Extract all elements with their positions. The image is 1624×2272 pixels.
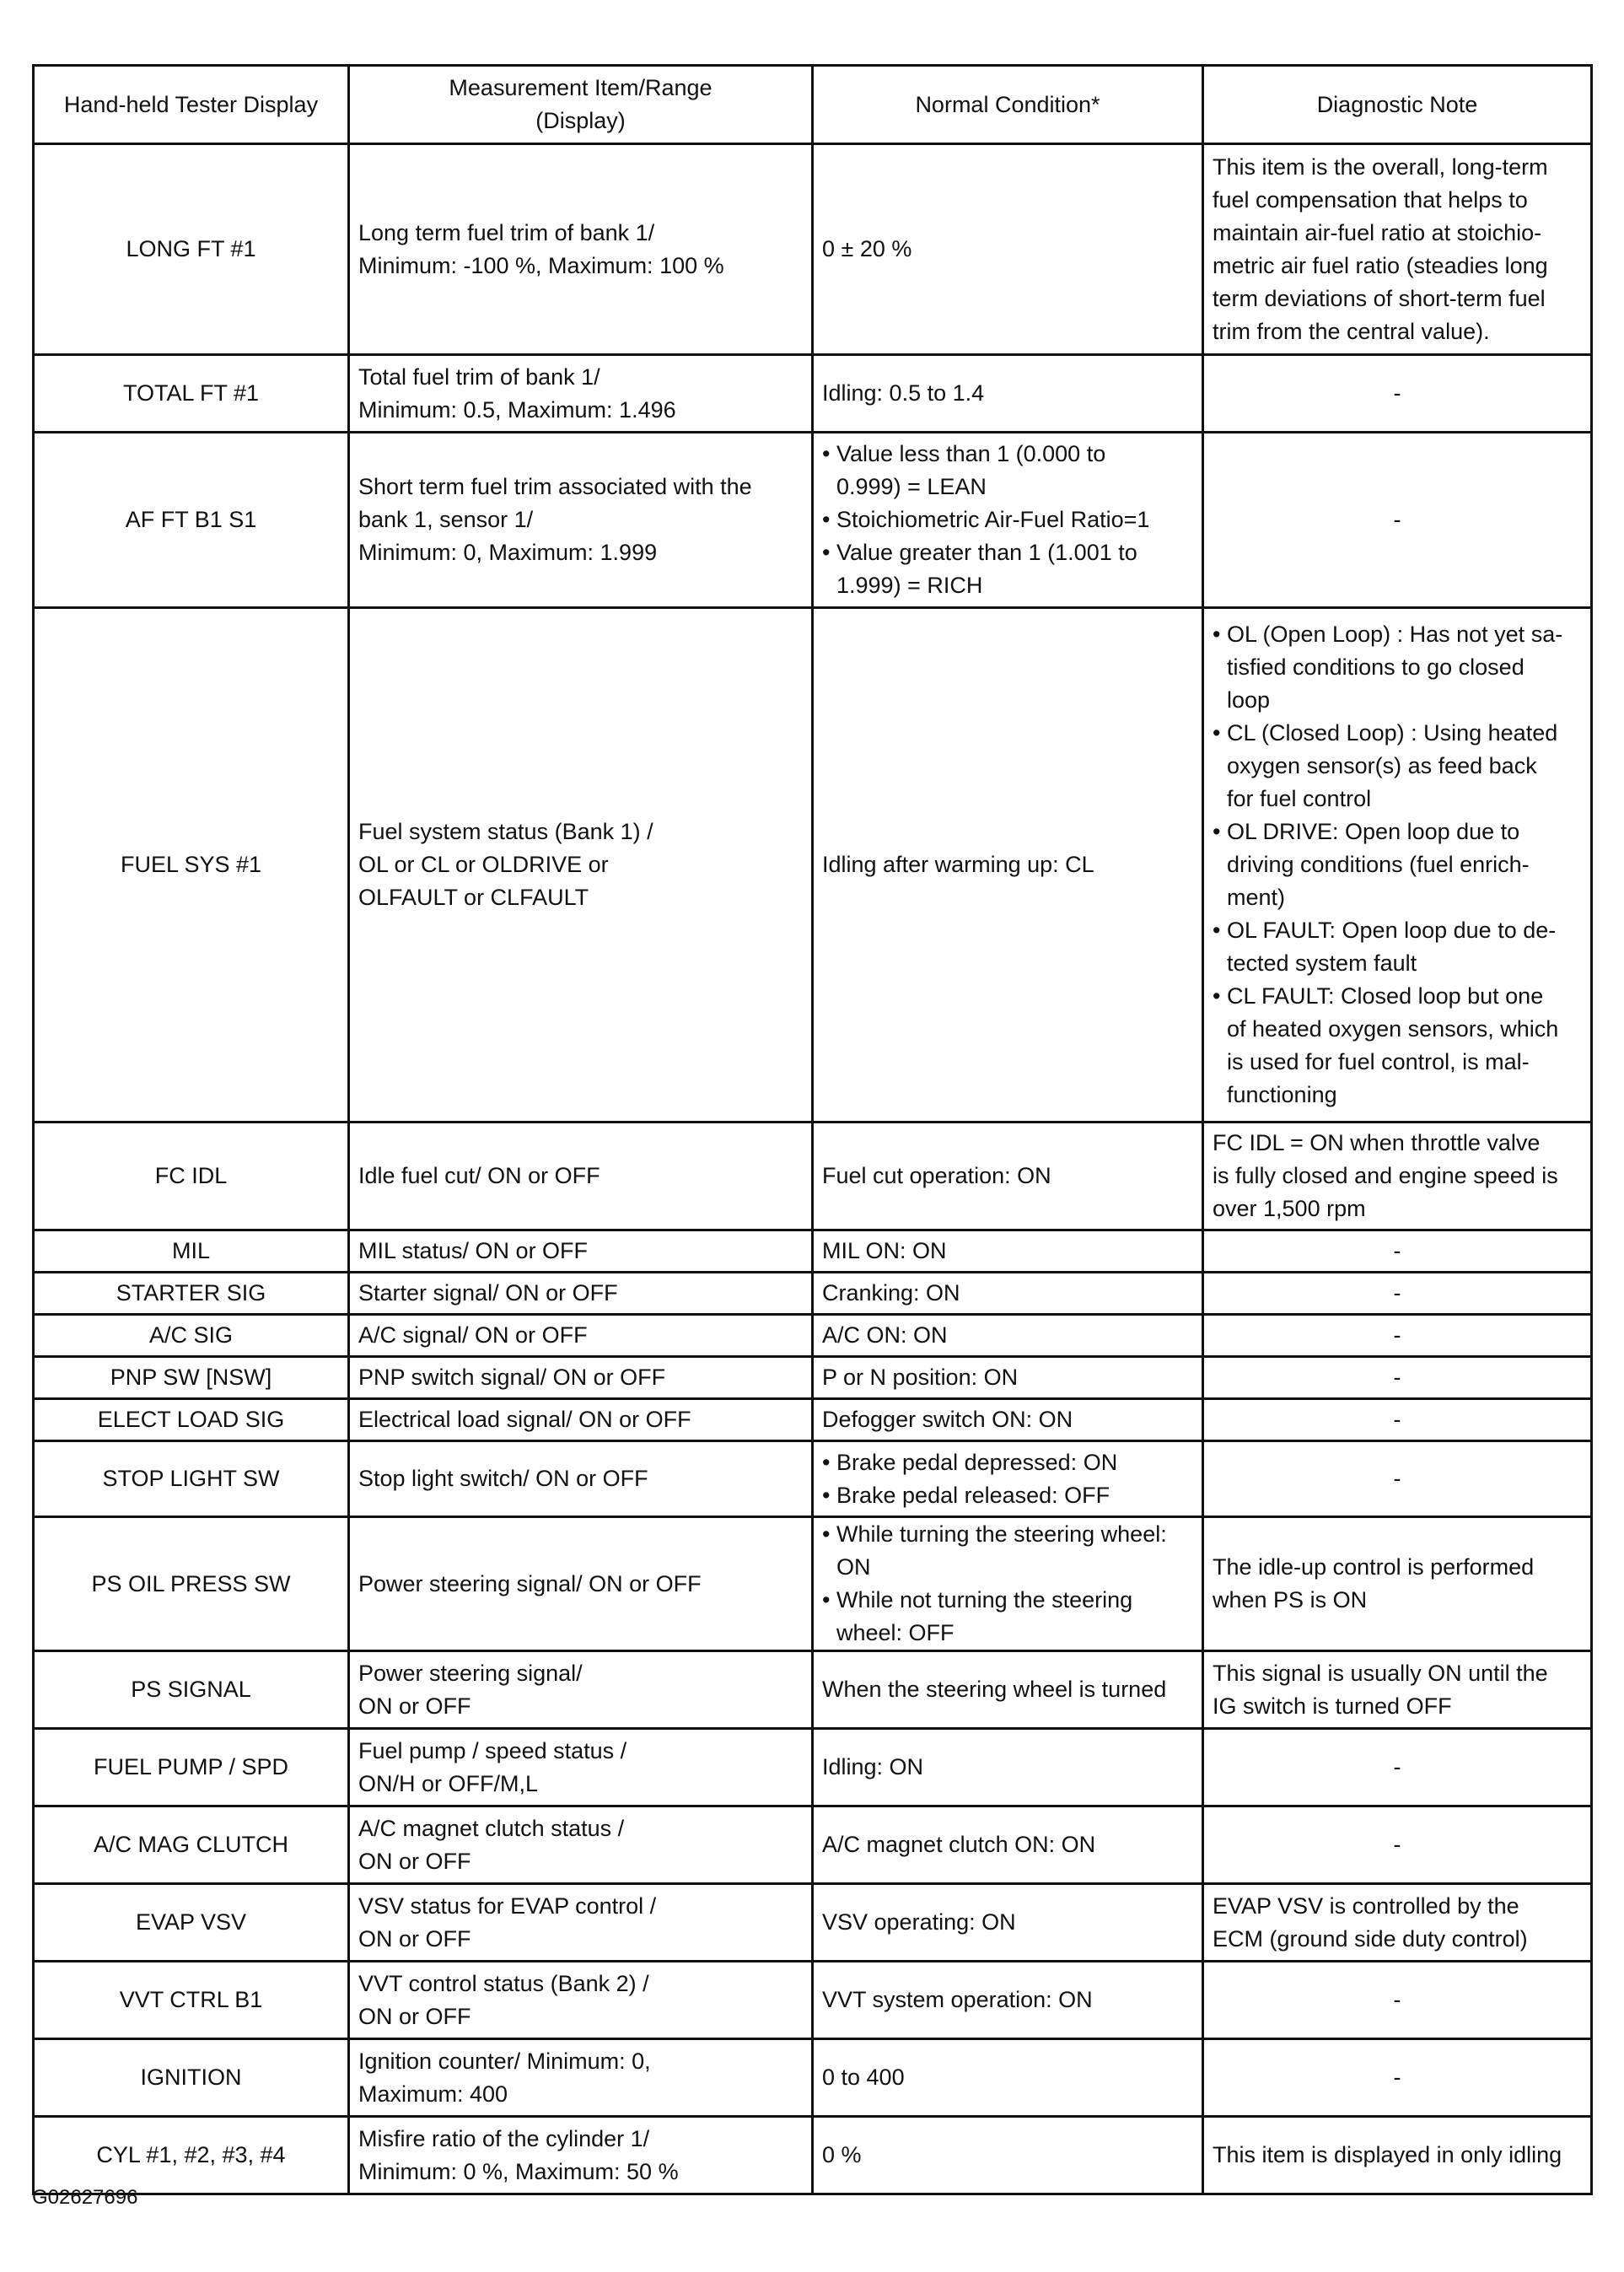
bullet-list bbox=[822, 1518, 1193, 1650]
table-row bbox=[34, 608, 1592, 1123]
text-line: • Stoichiometric Air-Fuel Ratio=1 bbox=[836, 507, 1150, 532]
text-line: loop bbox=[1227, 687, 1271, 713]
cell-normal-condition bbox=[813, 1230, 1203, 1273]
text-line: • While turning the steering wheel: bbox=[836, 1521, 1167, 1547]
cell-normal-condition bbox=[813, 1729, 1203, 1806]
cell-normal-condition bbox=[813, 2117, 1203, 2194]
cell-measurement-item bbox=[349, 1729, 813, 1806]
cell-normal-condition bbox=[813, 1806, 1203, 1884]
bullet-item bbox=[1213, 816, 1582, 914]
cell-diagnostic-note bbox=[1203, 1399, 1592, 1441]
table-row bbox=[34, 1315, 1592, 1357]
text-line: Minimum: 0, Maximum: 1.999 bbox=[358, 540, 658, 565]
cell-measurement-item bbox=[349, 1230, 813, 1273]
text-line: Fuel pump / speed status / bbox=[358, 1737, 627, 1763]
cell-tester-display: IGNITION bbox=[34, 2039, 349, 2117]
text-line: IG switch is turned OFF bbox=[1213, 1693, 1452, 1719]
text-line: Minimum: 0.5, Maximum: 1.496 bbox=[358, 396, 676, 423]
text-line: • Value greater than 1 (1.001 to bbox=[836, 540, 1137, 565]
text-line: • CL FAULT: Closed loop but one bbox=[1227, 983, 1544, 1009]
cell-normal-condition bbox=[813, 1315, 1203, 1357]
text-line: OL or CL or OLDRIVE or bbox=[358, 852, 609, 877]
text-line: - bbox=[1393, 380, 1401, 406]
cell-measurement-item bbox=[349, 433, 813, 608]
header-diagnostic-note bbox=[1203, 66, 1592, 144]
bullet-item bbox=[822, 1518, 1193, 1584]
text-line: - bbox=[1393, 1832, 1401, 1857]
cell-measurement-item bbox=[349, 144, 813, 355]
table-row bbox=[34, 1357, 1592, 1399]
text-line: maintain air-fuel ratio at stoichio- bbox=[1213, 219, 1542, 245]
cell-diagnostic-note bbox=[1203, 1884, 1592, 1962]
cell-diagnostic-note bbox=[1203, 1517, 1592, 1651]
text-line: for fuel control bbox=[1227, 786, 1372, 811]
cell-tester-display: STARTER SIG bbox=[34, 1273, 349, 1315]
cell-normal-condition bbox=[813, 1399, 1203, 1441]
cell-measurement-item bbox=[349, 355, 813, 433]
text-line: metric air fuel ratio (steadies long bbox=[1213, 252, 1548, 278]
text-line: Idling after warming up: CL bbox=[822, 852, 1094, 877]
text-line: VVT system operation: ON bbox=[822, 1987, 1093, 2012]
cell-normal-condition bbox=[813, 2039, 1203, 2117]
cell-normal-condition bbox=[813, 144, 1203, 355]
text-line: A/C magnet clutch ON: ON bbox=[822, 1832, 1096, 1857]
cell-tester-display: EVAP VSV bbox=[34, 1884, 349, 1962]
cell-tester-display: A/C SIG bbox=[34, 1315, 349, 1357]
text-line: • Brake pedal depressed: ON bbox=[836, 1449, 1118, 1475]
bullet-item bbox=[1213, 717, 1582, 816]
cell-normal-condition bbox=[813, 1517, 1203, 1651]
text-line: Fuel system status (Bank 1) / bbox=[358, 819, 653, 844]
text-line: is fully closed and engine speed is bbox=[1213, 1163, 1558, 1188]
text-line: ON bbox=[836, 1554, 871, 1580]
cell-diagnostic-note bbox=[1203, 2117, 1592, 2194]
text-line: Idling: 0.5 to 1.4 bbox=[822, 380, 985, 406]
text-line: MIL status/ ON or OFF bbox=[358, 1238, 589, 1263]
table-row bbox=[34, 1441, 1592, 1517]
text-line: • OL (Open Loop) : Has not yet sa- bbox=[1227, 622, 1563, 647]
bullet-item bbox=[822, 536, 1193, 602]
header-normal-condition bbox=[813, 66, 1203, 144]
text-line: This signal is usually ON until the bbox=[1213, 1660, 1548, 1686]
text-line: EVAP VSV is controlled by the bbox=[1213, 1892, 1519, 1919]
cell-normal-condition bbox=[813, 1357, 1203, 1399]
text-line: trim from the central value). bbox=[1213, 318, 1490, 344]
text-line: - bbox=[1393, 1280, 1401, 1306]
cell-measurement-item bbox=[349, 1399, 813, 1441]
cell-measurement-item bbox=[349, 1273, 813, 1315]
text-line: • Value less than 1 (0.000 to bbox=[836, 441, 1106, 466]
table-row bbox=[34, 2039, 1592, 2117]
cell-diagnostic-note bbox=[1203, 355, 1592, 433]
text-line: 0 ± 20 % bbox=[822, 236, 912, 261]
cell-tester-display: TOTAL FT #1 bbox=[34, 355, 349, 433]
text-line: Misfire ratio of the cylinder 1/ bbox=[358, 2125, 650, 2151]
text-line: - bbox=[1393, 2065, 1401, 2090]
text-line: ON or OFF bbox=[358, 1848, 471, 1874]
header-tester-display bbox=[34, 66, 349, 144]
text-line: driving conditions (fuel enrich- bbox=[1227, 852, 1530, 877]
cell-tester-display: ELECT LOAD SIG bbox=[34, 1399, 349, 1441]
cell-tester-display: STOP LIGHT SW bbox=[34, 1441, 349, 1517]
cell-normal-condition bbox=[813, 1123, 1203, 1230]
text-line: over 1,500 rpm bbox=[1213, 1196, 1366, 1221]
table-row bbox=[34, 1651, 1592, 1729]
text-line: is used for fuel control, is mal- bbox=[1227, 1049, 1530, 1074]
cell-tester-display: MIL bbox=[34, 1230, 349, 1273]
text-line: P or N position: ON bbox=[822, 1365, 1019, 1390]
cell-normal-condition bbox=[813, 1273, 1203, 1315]
text-line: ment) bbox=[1227, 885, 1286, 910]
text-line: 0 to 400 bbox=[822, 2065, 905, 2090]
text-line: Electrical load signal/ ON or OFF bbox=[358, 1407, 691, 1432]
cell-measurement-item bbox=[349, 1315, 813, 1357]
cell-normal-condition bbox=[813, 355, 1203, 433]
bullet-item bbox=[1213, 980, 1582, 1112]
text-line: when PS is ON bbox=[1213, 1587, 1368, 1612]
bullet-item bbox=[822, 1446, 1193, 1479]
text-line: Diagnostic Note bbox=[1316, 91, 1478, 117]
cell-measurement-item bbox=[349, 1123, 813, 1230]
text-line: Long term fuel trim of bank 1/ bbox=[358, 219, 655, 245]
cell-tester-display: FUEL SYS #1 bbox=[34, 608, 349, 1123]
cell-tester-display: LONG FT #1 bbox=[34, 144, 349, 355]
text-line: PNP switch signal/ ON or OFF bbox=[358, 1365, 666, 1390]
cell-normal-condition bbox=[813, 1441, 1203, 1517]
cell-diagnostic-note bbox=[1203, 1230, 1592, 1273]
text-line: Minimum: 0 %, Maximum: 50 % bbox=[358, 2158, 679, 2184]
text-line: - bbox=[1393, 1238, 1401, 1263]
cell-tester-display: PNP SW [NSW] bbox=[34, 1357, 349, 1399]
text-line: Short term fuel trim associated with the bbox=[358, 474, 752, 499]
text-line: Hand-held Tester Display bbox=[63, 91, 319, 117]
text-line: ECM (ground side duty control) bbox=[1213, 1925, 1528, 1952]
cell-diagnostic-note bbox=[1203, 1651, 1592, 1729]
text-line: (Display) bbox=[535, 108, 626, 133]
bullet-list bbox=[822, 1446, 1193, 1512]
text-line: wheel: OFF bbox=[836, 1620, 955, 1645]
text-line: VSV status for EVAP control / bbox=[358, 1892, 657, 1919]
cell-diagnostic-note bbox=[1203, 1441, 1592, 1517]
cell-measurement-item bbox=[349, 1806, 813, 1884]
text-line: 0.999) = LEAN bbox=[836, 474, 987, 499]
cell-measurement-item bbox=[349, 1441, 813, 1517]
text-line: • CL (Closed Loop) : Using heated bbox=[1227, 720, 1558, 746]
bullet-item bbox=[822, 1479, 1193, 1512]
text-line: The idle-up control is performed bbox=[1213, 1554, 1535, 1580]
table-row bbox=[34, 1962, 1592, 2039]
cell-tester-display: FC IDL bbox=[34, 1123, 349, 1230]
cell-normal-condition bbox=[813, 1884, 1203, 1962]
text-line: of heated oxygen sensors, which bbox=[1227, 1016, 1559, 1042]
text-line: A/C signal/ ON or OFF bbox=[358, 1322, 588, 1348]
cell-diagnostic-note bbox=[1203, 2039, 1592, 2117]
bullet-item bbox=[822, 438, 1193, 503]
text-line: A/C magnet clutch status / bbox=[358, 1815, 625, 1841]
table-row bbox=[34, 2117, 1592, 2194]
cell-measurement-item bbox=[349, 1884, 813, 1962]
text-line: bank 1, sensor 1/ bbox=[358, 507, 534, 532]
cell-tester-display: AF FT B1 S1 bbox=[34, 433, 349, 608]
table-row bbox=[34, 1123, 1592, 1230]
text-line: ON or OFF bbox=[358, 1925, 471, 1952]
data-list-table bbox=[32, 64, 1593, 2195]
text-line: - bbox=[1393, 1322, 1401, 1348]
text-line: ON/H or OFF/M,L bbox=[358, 1770, 539, 1796]
cell-tester-display: A/C MAG CLUTCH bbox=[34, 1806, 349, 1884]
cell-normal-condition bbox=[813, 1651, 1203, 1729]
table-row bbox=[34, 433, 1592, 608]
text-line: This item is displayed in only idling bbox=[1213, 2142, 1562, 2167]
text-line: oxygen sensor(s) as feed back bbox=[1227, 753, 1537, 778]
table-row bbox=[34, 1230, 1592, 1273]
text-line: Power steering signal/ ON or OFF bbox=[358, 1570, 702, 1596]
text-line: Fuel cut operation: ON bbox=[822, 1163, 1051, 1188]
text-line: Idle fuel cut/ ON or OFF bbox=[358, 1163, 600, 1188]
cell-diagnostic-note bbox=[1203, 1962, 1592, 2039]
text-line: Normal Condition* bbox=[915, 91, 1100, 117]
cell-diagnostic-note bbox=[1203, 608, 1592, 1123]
text-line: 0 % bbox=[822, 2142, 862, 2167]
text-line: Starter signal/ ON or OFF bbox=[358, 1280, 618, 1306]
cell-diagnostic-note bbox=[1203, 1357, 1592, 1399]
cell-measurement-item bbox=[349, 1651, 813, 1729]
cell-diagnostic-note bbox=[1203, 1123, 1592, 1230]
table-header-row bbox=[34, 66, 1592, 144]
text-line: • OL DRIVE: Open loop due to bbox=[1227, 819, 1520, 844]
cell-diagnostic-note bbox=[1203, 1729, 1592, 1806]
cell-diagnostic-note bbox=[1203, 1806, 1592, 1884]
cell-diagnostic-note bbox=[1203, 433, 1592, 608]
text-line: Minimum: -100 %, Maximum: 100 % bbox=[358, 252, 724, 278]
header-measurement-item bbox=[349, 66, 813, 144]
table-row bbox=[34, 1517, 1592, 1651]
cell-diagnostic-note bbox=[1203, 144, 1592, 355]
text-line: A/C ON: ON bbox=[822, 1322, 948, 1348]
cell-diagnostic-note bbox=[1203, 1273, 1592, 1315]
table-row bbox=[34, 1729, 1592, 1806]
text-line: Measurement Item/Range bbox=[449, 75, 713, 100]
text-line: functioning bbox=[1227, 1082, 1337, 1107]
table-row bbox=[34, 1273, 1592, 1315]
cell-measurement-item bbox=[349, 2039, 813, 2117]
text-line: ON or OFF bbox=[358, 1693, 471, 1719]
text-line: - bbox=[1393, 1466, 1401, 1491]
text-line: - bbox=[1393, 1754, 1401, 1779]
bullet-item bbox=[1213, 618, 1582, 717]
text-line: Maximum: 400 bbox=[358, 2081, 508, 2107]
text-line: Idling: ON bbox=[822, 1754, 924, 1779]
cell-tester-display: PS OIL PRESS SW bbox=[34, 1517, 349, 1651]
text-line: When the steering wheel is turned bbox=[822, 1677, 1167, 1702]
bullet-item bbox=[822, 503, 1193, 536]
text-line: • While not turning the steering bbox=[836, 1587, 1133, 1612]
bullet-list bbox=[822, 438, 1193, 602]
cell-diagnostic-note bbox=[1203, 1315, 1592, 1357]
text-line: tisfied conditions to go closed bbox=[1227, 654, 1525, 680]
text-line: Stop light switch/ ON or OFF bbox=[358, 1466, 648, 1491]
text-line: - bbox=[1393, 1407, 1401, 1432]
text-line: VSV operating: ON bbox=[822, 1909, 1016, 1935]
text-line: VVT control status (Bank 2) / bbox=[358, 1970, 649, 1996]
text-line: 1.999) = RICH bbox=[836, 573, 983, 598]
cell-normal-condition bbox=[813, 608, 1203, 1123]
cell-measurement-item bbox=[349, 1962, 813, 2039]
table-row bbox=[34, 1884, 1592, 1962]
text-line: Total fuel trim of bank 1/ bbox=[358, 363, 600, 390]
cell-measurement-item bbox=[349, 1357, 813, 1399]
cell-tester-display: VVT CTRL B1 bbox=[34, 1962, 349, 2039]
text-line: fuel compensation that helps to bbox=[1213, 186, 1528, 213]
text-line: term deviations of short-term fuel bbox=[1213, 285, 1546, 311]
bullet-item bbox=[1213, 914, 1582, 980]
text-line: FC IDL = ON when throttle valve bbox=[1213, 1130, 1541, 1155]
table-row bbox=[34, 1399, 1592, 1441]
figure-id: G02627696 bbox=[32, 2186, 138, 2209]
bullet-list bbox=[1213, 618, 1582, 1112]
cell-measurement-item bbox=[349, 1517, 813, 1651]
text-line: - bbox=[1393, 1365, 1401, 1390]
cell-measurement-item bbox=[349, 2117, 813, 2194]
text-line: - bbox=[1393, 507, 1401, 532]
text-line: Cranking: ON bbox=[822, 1280, 960, 1306]
table-row bbox=[34, 1806, 1592, 1884]
cell-tester-display: PS SIGNAL bbox=[34, 1651, 349, 1729]
cell-tester-display: FUEL PUMP / SPD bbox=[34, 1729, 349, 1806]
cell-normal-condition bbox=[813, 433, 1203, 608]
text-line: Power steering signal/ bbox=[358, 1660, 583, 1686]
bullet-item bbox=[822, 1584, 1193, 1650]
text-line: MIL ON: ON bbox=[822, 1238, 947, 1263]
text-line: • OL FAULT: Open loop due to de- bbox=[1227, 918, 1557, 943]
cell-tester-display: CYL #1, #2, #3, #4 bbox=[34, 2117, 349, 2194]
text-line: Ignition counter/ Minimum: 0, bbox=[358, 2048, 651, 2074]
text-line: tected system fault bbox=[1227, 950, 1417, 976]
cell-normal-condition bbox=[813, 1962, 1203, 2039]
text-line: ON or OFF bbox=[358, 2003, 471, 2029]
text-line: - bbox=[1393, 1987, 1401, 2012]
text-line: OLFAULT or CLFAULT bbox=[358, 885, 589, 910]
table-row bbox=[34, 355, 1592, 433]
table-row bbox=[34, 144, 1592, 355]
text-line: • Brake pedal released: OFF bbox=[836, 1482, 1110, 1508]
text-line: This item is the overall, long-term bbox=[1213, 153, 1548, 180]
cell-measurement-item bbox=[349, 608, 813, 1123]
text-line: Defogger switch ON: ON bbox=[822, 1407, 1073, 1432]
